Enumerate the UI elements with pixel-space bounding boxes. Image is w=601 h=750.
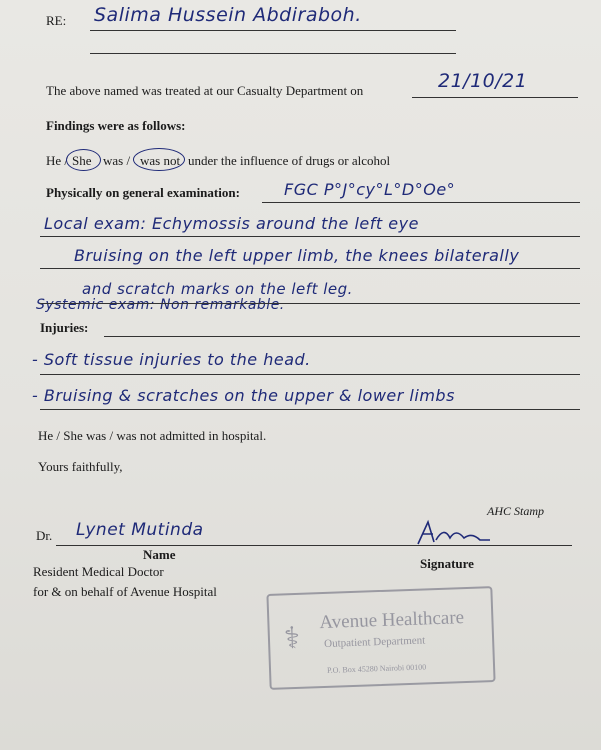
exam-value: FGC P°J°cy°L°D°Oe° [284,180,456,199]
date-underline [412,97,578,98]
local-exam-underline [40,236,580,237]
bruising-line-1: Bruising on the left upper limb, the knees bilaterally [74,246,520,265]
influence-she: She [72,153,92,168]
on-behalf: for & on behalf of Avenue Hospital [33,584,217,599]
re-label: RE: [46,13,67,28]
injury-item-2: - Bruising & scratches on the upper & lower limbs [32,386,455,405]
injuries-label: Injuries: [40,320,89,335]
re-underline [90,30,456,31]
bruising-underline-2 [40,303,580,304]
was-not-circle [133,148,185,171]
doctor-name: Lynet Mutinda [76,520,204,540]
injury-underline-2 [40,409,580,410]
systemic-exam: Systemic exam: Non remarkable. [36,297,285,313]
signature-label: Signature [420,556,474,571]
name-label: Name [143,547,176,562]
caduceus-icon: ⚕ [283,621,301,656]
influence-was: was / [103,153,131,168]
influence-was-not: was not [140,153,181,168]
treatment-date: 21/10/21 [438,70,528,92]
injury-item-1: - Soft tissue injuries to the head. [32,350,311,369]
dr-prefix: Dr. [36,528,53,543]
injury-underline-1 [40,374,580,375]
closing: Yours faithfully, [38,459,123,474]
doctor-title: Resident Medical Doctor [33,564,164,579]
injuries-underline [104,336,580,337]
doctor-signature [414,518,494,548]
re-underline-2 [90,53,456,54]
local-exam: Local exam: Echymossis around the left eye [44,214,419,233]
treatment-intro: The above named was treated at our Casualty Department on [46,83,364,98]
stamp-line-3: P.O. Box 45280 Nairobi 00100 [326,662,427,675]
hospital-stamp [266,586,495,690]
stamp-label: AHC Stamp [487,504,544,518]
stamp-line-1: Avenue Healthcare [319,607,465,634]
findings-heading: Findings were as follows: [46,118,186,133]
influence-rest: under the influence of drugs or alcohol [188,153,391,168]
doctor-underline [56,545,572,546]
bruising-underline [40,268,580,269]
patient-name: Salima Hussein Abdiraboh. [94,4,362,26]
exam-label: Physically on general examination: [46,185,240,200]
bruising-line-2: and scratch marks on the left leg. [82,280,353,298]
she-circle [66,149,101,171]
stamp-line-2: Outpatient Department [323,634,426,650]
admission-statement: He / She was / was not admitted in hospital. [38,428,267,443]
exam-underline [262,202,580,203]
influence-he: He / [46,153,69,168]
